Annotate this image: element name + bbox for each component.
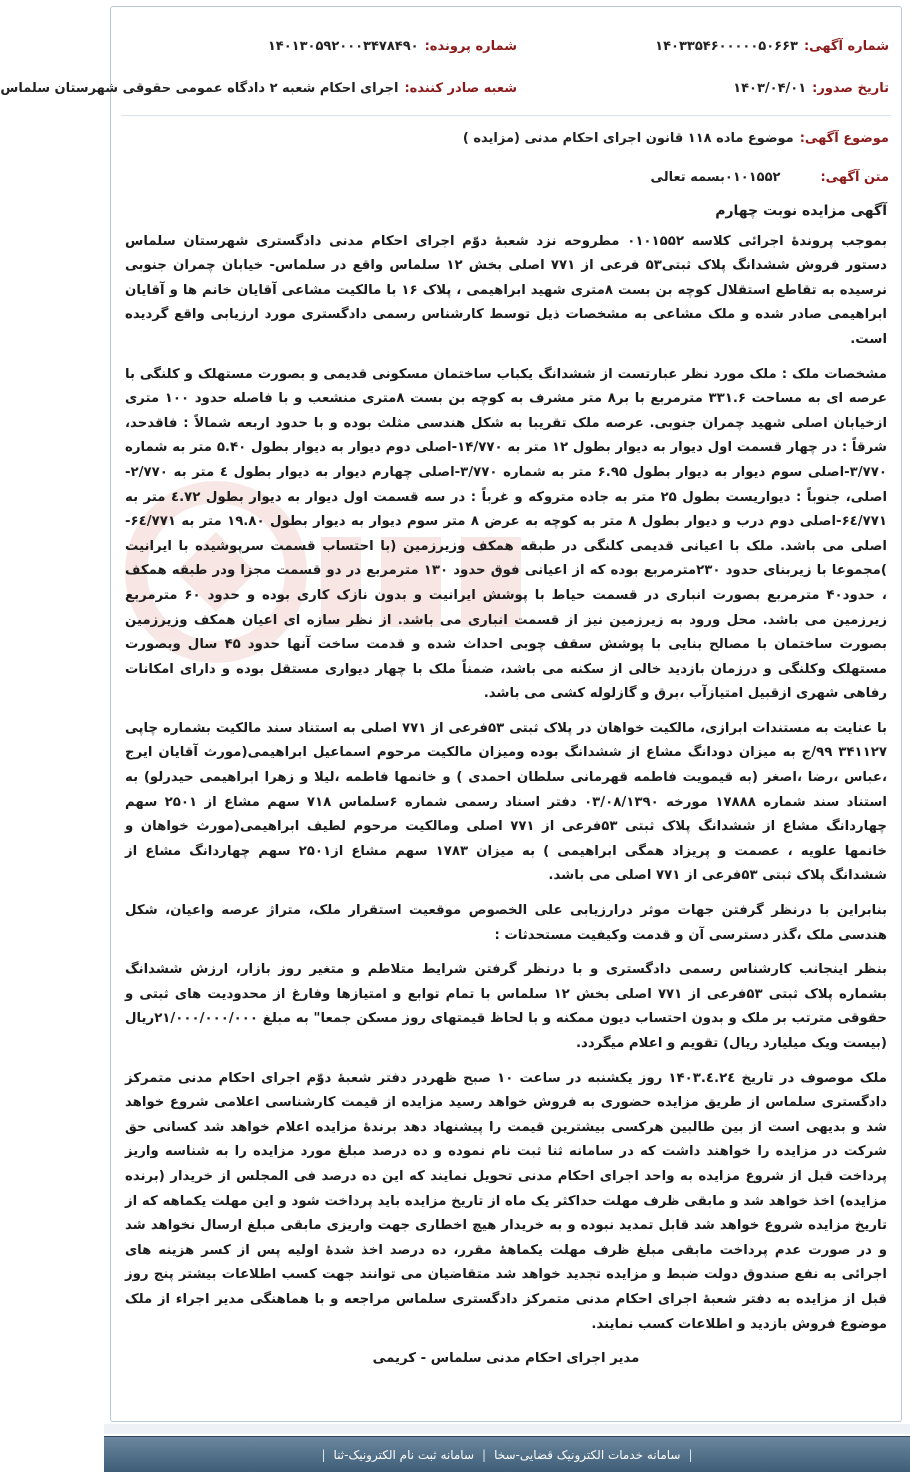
paragraph-criteria: بنابراین با درنظر گرفتن جهات موثر درارزیابی علی الخصوص موقعیت استقرار ملک، متراژ عرصه واعیان، شکل هندسی ملک ،گذر دسترسی آن و قدمت وکیفیت مستحدثات :	[125, 903, 887, 943]
paragraph-valuation: بنظر اینجانب کارشناس رسمی دادگستری و با درنظر گرفتن شرایط متلاطم و متغیر روز بازار، ارزش ششدانگ بشماره پلاک ثبتی ۵۳فرعی از ۷۷۱ اصلی بخش ۱۲ سلماس با تمام توابع و امتیازها وفارغ از محدودیت های ثبتی و حقوقی مترتب بر ملک و بدون احتساب دیون ممکنه و با لحاظ قیمتهای روز مسکن جمعا" به مبلغ ۲۱/۰۰۰/۰۰۰/۰۰۰ریال (بیست ویک میلیارد ریال) تقویم و اعلام میگردد.	[125, 962, 887, 1051]
footer-link-sana[interactable]: سامانه ثبت نام الکترونیک-ثنا	[333, 1447, 475, 1462]
footer-separator-right: |	[688, 1447, 693, 1462]
paragraph-ownership: با عنایت به مستندات ابرازی، مالکیت خواهان در پلاک ثبتی ۵۳فرعی از ۷۷۱ اصلی به استناد سند مالکیت بشماره چاپی ۳۴۱۱۲۷ ۹۹/ج به میزان دودانگ مشاع از ششدانگ بوده ومیزان مالکیت مرحوم اسماعیل ابراهیمی(مورث آقایان ایرج ،عباس ،رضا ،اصغر (به قیمویت فاطمه قهرمانی سلطان احمدی ) و خانمها فاطمه ،لیلا و زهرا ابراهیمی حیدرلو) به استناد سند شماره ۱۷۸۸۸ مورخه ۰۳/۰۸/۱۳۹۰ دفتر اسناد رسمی شماره ۶سلماس ۷۱۸ سهم مشاع از ۲۵۰۱ سهم چهاردانگ مشاع از ششدانگ پلاک ثبتی ۵۳فرعی از ۷۷۱ اصلی ومالکیت مرحوم لطیف ابراهیمی(مورث خواهان و خانمها علویه ، عصمت و پریزاد همگی ابراهیمی ) به میزان ۱۷۸۳ سهم مشاع از۲۵۰۱ سهم چهاردانگ مشاع از ششدانگ پلاک ثبتی ۵۳فرعی از ۷۷۱ اصلی می باشد.	[125, 720, 887, 884]
case-number-value: ۱۴۰۱۳۰۵۹۲۰۰۰۳۴۷۸۴۹۰	[267, 39, 419, 54]
issue-date-label: تاریخ صدور:	[812, 81, 889, 96]
header-divider	[121, 115, 891, 116]
ad-number-value: ۱۴۰۳۳۵۴۶۰۰۰۰۰۵۰۶۶۳	[655, 39, 798, 54]
footer-bar	[104, 1436, 910, 1472]
issuer	[0, 81, 517, 96]
footer-separator-middle: |	[482, 1447, 487, 1462]
notice-panel	[0, 6, 902, 1422]
ad-number	[655, 39, 889, 54]
notice-title: آگهی مزایده نوبت چهارم	[715, 203, 887, 219]
text-label: متن آگهی:	[820, 170, 889, 185]
subject-label: موضوع آگهی:	[799, 131, 889, 146]
issue-date-value: ۱۴۰۳/۰۴/۰۱	[733, 81, 807, 96]
issuer-value: اجرای احکام شعبه ۲ دادگاه عمومی حقوقی شهرستان سلماس	[0, 81, 399, 96]
paragraph-intro: بموجب پروندۀ اجرائی کلاسه ۰۱۰۱۵۵۲ مطروحه نزد شعبۀ دوّم اجرای احکام مدنی دادگستری شهرستان سلماس دستور فروش ششدانگ پلاک ثبتی۵۳ فرعی از ۷۷۱ اصلی بخش ۱۲ سلماس واقع در سلماس- خیابان چمران جنوبی نرسیده به تقاطع استقلال کوچه بن بست ۸متری شهید ابراهیمی ، پلاک ۱۶ با مالکیت مشاعی آقایان خانم ها و آقایان ابراهیمی صادر شده و ملک مشاعی به مشخصات ذیل توسط کارشناس رسمی دادگستری مورد ارزیابی واقع گردیده است.	[125, 233, 888, 347]
paragraph-property-specs: مشخصات ملک : ملک مورد نظر عبارتست از ششدانگ یکباب ساختمان مسکونی قدیمی و بصورت مستهلک و کلنگی با عرصه ای به مساحت ۳۳۱.۶ مترمربع با بر۸ متر مشرف به کوچه بن بست ۸متری منشعب و با فاصله حدود ۱۰۰ متری ازخیابان اصلی شهید چمران جنوبی. عرصه ملک تقریبا به شکل هندسی مثلث بوده و با حدود اربعه شمالاً : فاقدحد، شرقاً : در چهار قسمت اول دیوار به دیوار بطول ۱۲ متر به ۱۴/۷۷۰-اصلی دوم دیوار به دیوار بطول ۵.۴۰ متر به شماره ۳/۷۷۰-اصلی سوم دیوار به دیوار بطول ۶.۹۵ متر به شماره ۳/۷۷۰-اصلی چهارم دیوار به دیوار بطول ٤ متر به ۲/۷۷۰-اصلی، جنوباً : دیواریست بطول ۲۵ متر به جاده متروکه و غرباً : در سه قسمت اول دیوار به دیوار بطول ٤.۷۲ متر به ۶٤/۷۷۱-اصلی دوم درب و دیوار بطول ۸ متر به کوچه به عرض ۸ متر سوم دیوار به دیوار بطول ۱۹.۸۰ متر به ۶٤/۷۷۱-اصلی می باشد. ملک با اعیانی قدیمی کلنگی در طبقه همکف وزیرزمین (با احتساب قسمت سرپوشیده با ایرانیت )مجموعا با زیربنای حدود ۲۳۰مترمربع بوده که از اعیانی فوق حدود ۱۳۰ مترمربع در دو قسمت مجزا ودر طبقه همکف ، حدود۴۰ مترمربع بصورت انباری در قسمت حیاط با پوشش ایرانیت و بدون نازک کاری بوده و حدود ۶۰ مترمربع زیرزمین می باشد. محل ورود به زیرزمین نیز از قسمت انباری می باشد. از نظر سازه ای اعیان همکف وزیرزمین بصورت ساختمان با مصالح بنایی با پوشش سقف چوبی احداث شده و قدمت ساخت آنها حدود ۴۵ سال وبصورت مستهلک وکلنگی و درزمان بازدید خالی از سکنه می باشد، ضمناً ملک با چهار دیواری مستقل بوده و دارای امکانات رفاهی شهری ازقبیل امتیازآب ،برق و گازلوله کشی می باشد.	[125, 366, 888, 702]
notice-body	[125, 199, 887, 1382]
case-number	[268, 39, 517, 54]
footer-separator-left: |	[321, 1447, 326, 1462]
ad-number-label: شماره آگهی:	[803, 39, 889, 54]
signature: مدیر اجرای احکام مدنی سلماس - کریمی	[372, 1351, 640, 1367]
issuer-label: شعبه صادر کننده:	[404, 81, 517, 96]
subject-value: موضوع ماده ۱۱۸ قانون اجرای احکام مدنی (مزایده )	[462, 131, 794, 146]
issue-date	[733, 81, 889, 96]
footer-link-sakha[interactable]: سامانه خدمات الکترونیک قضایی-سخا	[494, 1447, 681, 1462]
horizontal-scrollbar[interactable]	[104, 1424, 910, 1434]
paragraph-auction-terms: ملک موصوف در تاریخ ۱۴۰۳.٤.۲٤ روز یکشنبه در ساعت ۱۰ صبح ظهردر دفتر شعبۀ دوّم اجرای احکام مدنی متمرکز دادگستری سلماس از طریق مزایده حضوری به فروش خواهد رسید مزایده از قیمت کارشناسی اعلامی شروع خواهد شد و بدیهی است از بین طالبین هرکسی بیشترین قیمت را پیشنهاد دهد برندۀ مزایده اعلام خواهد شد کسانی حق شرکت در مزایده را خواهند داشت که در سامانه ثنا ثبت نام نموده و ده درصد مبلغ مورد مزایده را به شناسه واریز پرداخت قبل از شروع مزایده به واحد اجرای احکام مدنی تحویل نمایند که این ده درصد فی المجلس از خریدار (برنده مزایده) اخذ خواهد شد و مابقی ظرف مهلت حداکثر یک ماه از تاریخ مزایده باید پرداخت شود و این مهلت یکماهه که از تاریخ مزایده شروع خواهد شد قابل تمدید نبوده و به خریدار هیچ اخطاری جهت واریزی مابقی مبلغ ارسال نخواهد شد و در صورت عدم پرداخت مابقی مبلغ ظرف مهلت یکماهۀ مقرر، ده درصد اخذ شدۀ اولیه پس از کسر هزینه های اجرائی به نفع صندوق دولت ضبط و مزایده تجدید خواهد شد متقاضیان می توانند جهت کسب اطلاعات بیشتر پنج روز قبل از مزایده به دفتر شعبۀ اجرای احکام مدنی متمرکز دادگستری سلماس مراجعه و با هماهنگی مدیر اجراء از ملک موضوع فروش بازدید و اطلاعات کسب نمایند.	[125, 1070, 887, 1332]
case-number-label: شماره پرونده:	[424, 39, 517, 54]
text-value: ۰۱۰۱۵۵۲بسمه تعالی	[650, 170, 781, 185]
